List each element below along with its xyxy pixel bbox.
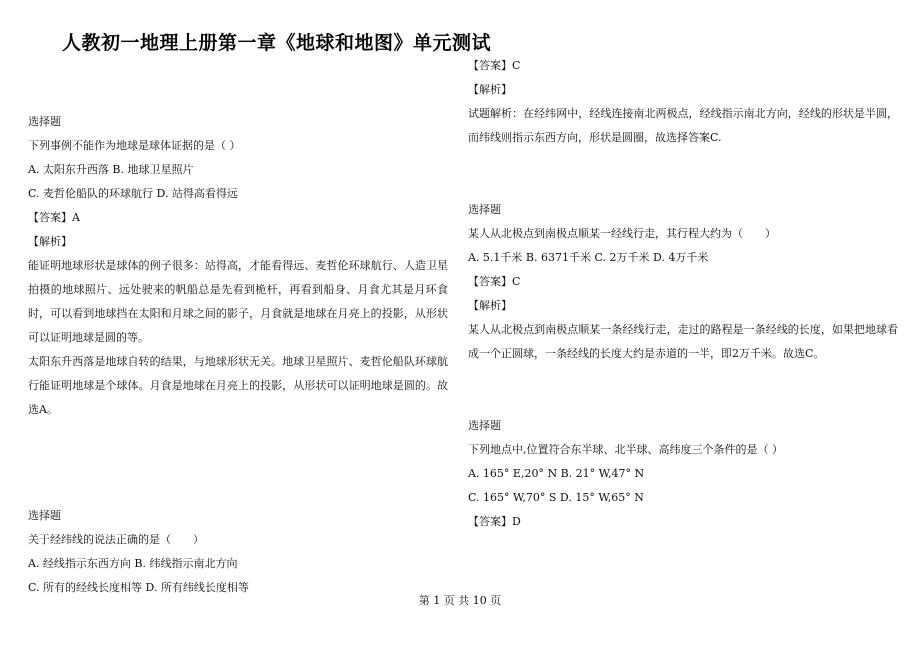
analysis-label: 【解析】 — [468, 83, 512, 96]
left-column — [28, 110, 448, 600]
question-stem: 下列事例不能作为地球是球体证据的是（ ） — [28, 139, 241, 152]
right-column — [468, 54, 898, 534]
options-ab: A. 165° E,20° N B. 21° W,47° N — [468, 467, 645, 480]
question-type: 选择题 — [28, 115, 61, 128]
analysis-label: 【解析】 — [28, 235, 72, 248]
answer: 【答案】C — [468, 59, 521, 72]
options-ab: A. 太阳东升西落 B. 地球卫星照片 — [28, 163, 194, 176]
analysis-text: 某人从北极点到南极点顺某一条经线行走，走过的路程是一条经线的长度，如果把地球看成一个正圆球，一条经线的长度大约是赤道的一半，即2万千米。故选C。 — [468, 323, 898, 360]
options-cd: C. 所有的经线长度相等 D. 所有纬线长度相等 — [28, 581, 249, 594]
question-stem: 某人从北极点到南极点顺某一经线行走，其行程大约为（ ） — [468, 227, 776, 240]
document-title: 人教初一地理上册第一章《地球和地图》单元测试 — [62, 32, 492, 54]
question-type: 选择题 — [468, 419, 501, 432]
question-type: 选择题 — [468, 203, 501, 216]
analysis-text: 能证明地球形状是球体的例子很多：站得高，才能看得远、麦哲伦环球航行、人造卫星拍摄的地球照片、远处驶来的帆船总是先看到桅杆，再看到船身、月食尤其是月环食时，可以看到地球挡在太阳和月球之间的影子，月食就是地球在月亮上的投影，从形状可以证明地球是圆的等。 — [28, 259, 448, 344]
page-footer: 第 1 页 共 10 页 — [418, 594, 502, 607]
options-cd: C. 165° W,70° S D. 15° W,65° N — [468, 491, 644, 504]
question-stem: 下列地点中,位置符合东半球、北半球、高纬度三个条件的是（ ） — [468, 443, 783, 456]
options-ab: A. 经线指示东西方向 B. 纬线指示南北方向 — [28, 557, 238, 570]
options-cd: C. 麦哲伦船队的环球航行 D. 站得高看得远 — [28, 187, 238, 200]
options: A. 5.1千米 B. 6371千米 C. 2万千米 D. 4万千米 — [468, 251, 709, 264]
answer: 【答案】C — [468, 275, 521, 288]
analysis-text: 太阳东升西落是地球自转的结果，与地球形状无关。地球卫星照片、麦哲伦船队环球航行能证明地球是个球体。月食是地球在月亮上的投影，从形状可以证明地球是圆的。故选A。 — [28, 355, 448, 416]
answer: 【答案】D — [468, 515, 521, 528]
answer: 【答案】A — [28, 211, 80, 224]
question-stem: 关于经纬线的说法正确的是（ ） — [28, 533, 204, 546]
question-type: 选择题 — [28, 509, 61, 522]
analysis-text: 试题解析：在经纬网中，经线连接南北两极点，经线指示南北方向，经线的形状是半圆，而纬线则指示东西方向，形状是圆圈，故选择答案C. — [468, 107, 898, 144]
analysis-label: 【解析】 — [468, 299, 512, 312]
